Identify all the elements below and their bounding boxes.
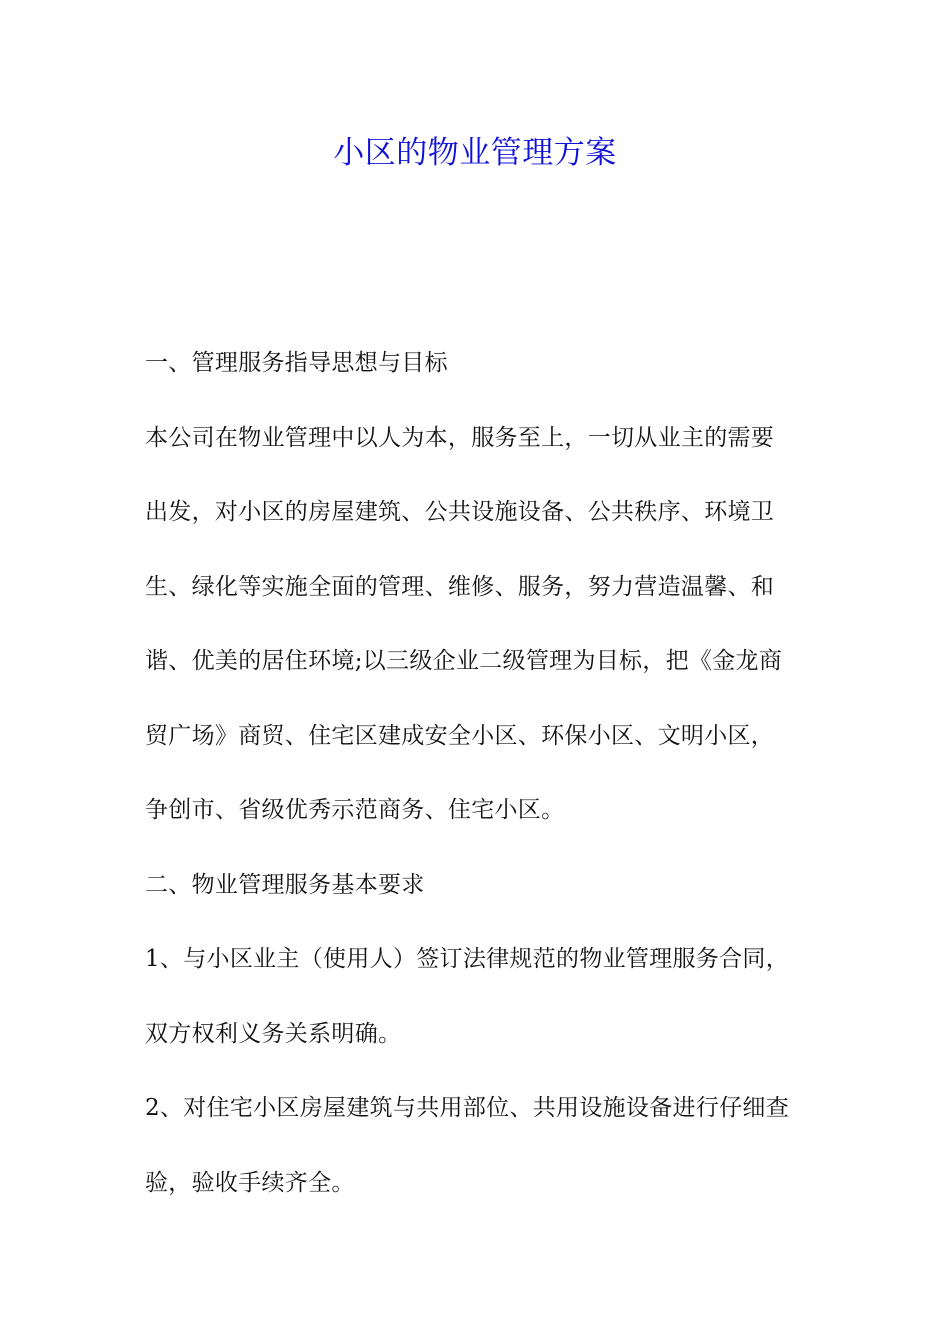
paragraph-line: 出发，对小区的房屋建筑、公共设施设备、公共秩序、环境卫 xyxy=(145,499,775,525)
document-title: 小区的物业管理方案 xyxy=(333,135,617,171)
list-item-line: 双方权利义务关系明确。 xyxy=(145,1020,402,1047)
section-heading-1: 一、管理服务指导思想与目标 xyxy=(145,350,448,376)
document-body xyxy=(145,326,810,1220)
list-item-line: 1、与小区业主（使用人）签订法律规范的物业管理服务合同， xyxy=(145,946,790,972)
paragraph-line: 生、绿化等实施全面的管理、维修、服务，努力营造温馨、和 xyxy=(145,573,775,600)
paragraph-line: 谐、优美的居住环境;以三级企业二级管理为目标，把《金龙商 xyxy=(145,648,783,674)
section-heading-2: 二、物业管理服务基本要求 xyxy=(145,871,425,898)
list-item-line: 验，验收手续齐全。 xyxy=(145,1169,355,1196)
paragraph-line: 争创市、省级优秀示范商务、住宅小区。 xyxy=(145,797,565,823)
paragraph-line: 贸广场》商贸、住宅区建成安全小区、环保小区、文明小区， xyxy=(145,722,775,749)
paragraph-line: 本公司在物业管理中以人为本，服务至上，一切从业主的需要 xyxy=(145,424,775,451)
list-item-line: 2、对住宅小区房屋建筑与共用部位、共用设施设备进行仔细查 xyxy=(145,1095,790,1121)
